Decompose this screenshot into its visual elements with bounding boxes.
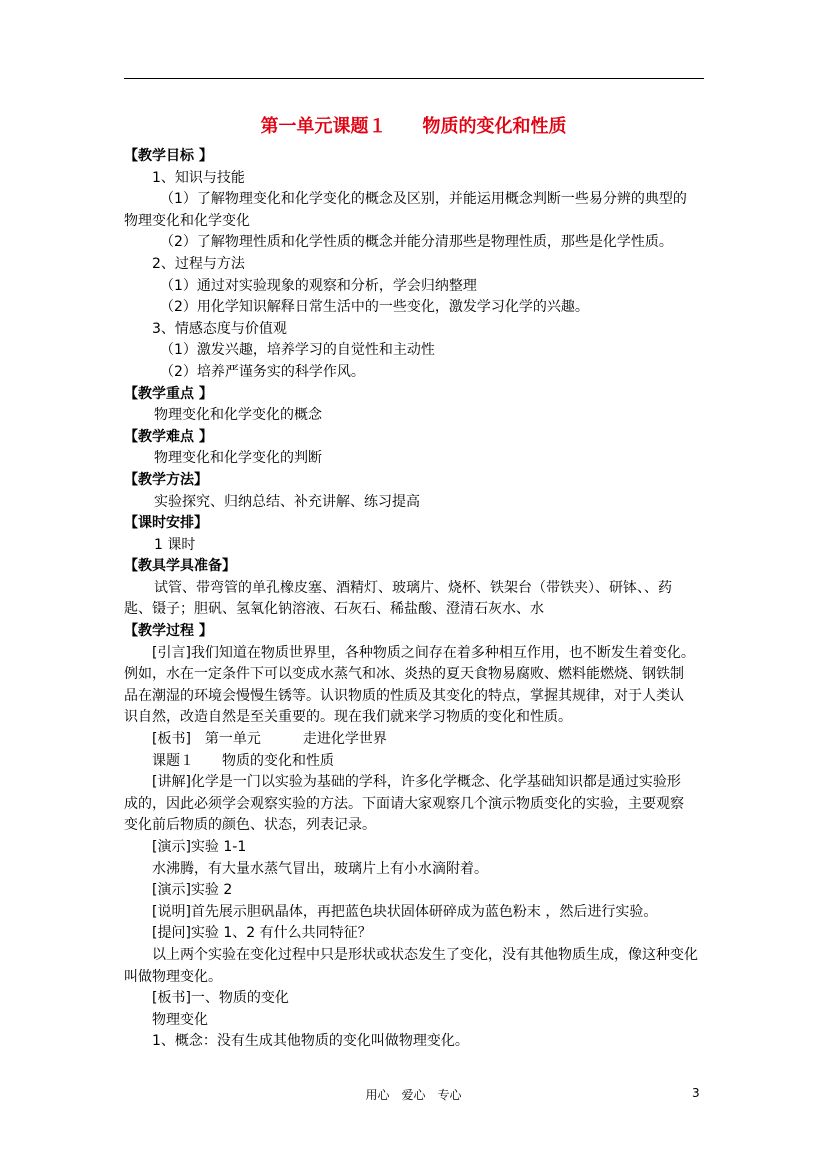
text-line: 以上两个实验在变化过程中只是形状或状态发生了变化，没有其他物质生成，像这种变化 — [138, 946, 698, 963]
text-line: （2）培养严谨务实的科学作风。 — [160, 363, 365, 380]
text-line: 水沸腾，有大量水蒸气冒出，玻璃片上有小水滴附着。 — [152, 860, 488, 877]
text-line: [讲解]化学是一门以实验为基础的学科，许多化学概念、化学基础知识都是通过实验形 — [152, 774, 681, 791]
section-heading: 【教具学具准备】 — [124, 558, 236, 575]
text-line: 2、过程与方法 — [152, 255, 245, 272]
text-line: 物理变化和化学变化的概念 — [154, 407, 322, 424]
header-rule — [124, 78, 704, 79]
text-line: 3、情感态度与价值观 — [152, 320, 287, 337]
text-line: 物理变化和化学变化 — [124, 212, 250, 229]
text-line: [板书] 第一单元 走进化学世界 — [152, 731, 387, 748]
text-line: [提问]实验 1、2 有什么共同特征？ — [152, 925, 372, 942]
page-number: 3 — [692, 1086, 700, 1100]
text-line: [演示]实验 1-1 — [152, 839, 247, 855]
text-line: 识自然，改造自然是至关重要的。现在我们就来学习物质的变化和性质。 — [124, 709, 572, 726]
text-line: 课题１ 物质的变化和性质 — [152, 752, 334, 769]
text-line: 叫做物理变化。 — [124, 968, 222, 985]
footer-motto: 用心 爱心 专心 — [365, 1088, 462, 1102]
section-heading: 【课时安排】 — [124, 515, 208, 532]
text-line: （1）激发兴趣，培养学习的自觉性和主动性 — [160, 342, 435, 359]
text-line: 成的，因此必须学会观察实验的方法。下面请大家观察几个演示物质变化的实验，主要观察 — [124, 795, 684, 812]
text-line: 物理变化和化学变化的判断 — [154, 450, 322, 467]
section-heading: 【教学方法】 — [124, 471, 208, 488]
text-line: 变化前后物质的颜色、状态，列表记录。 — [124, 817, 376, 834]
section-heading: 【教学难点 】 — [124, 428, 213, 445]
text-line: 物理变化 — [152, 1011, 208, 1028]
text-line: [演示]实验 2 — [152, 882, 233, 899]
section-heading: 【教学目标 】 — [124, 148, 213, 164]
text-line: 匙、镊子；胆矾、氢氧化钠溶液、石灰石、稀盐酸、澄清石灰水、水 — [124, 601, 544, 618]
text-line: （2）用化学知识解释日常生活中的一些变化，激发学习化学的兴趣。 — [160, 299, 589, 316]
text-line: [引言]我们知道在物质世界里，各种物质之间存在着多种相互作用，也不断发生着变化。 — [152, 644, 695, 661]
page-title: 第一单元课题１ 物质的变化和性质 — [260, 116, 567, 137]
text-line: [板书]一、物质的变化 — [152, 990, 289, 1007]
text-line: （1）通过对实验现象的观察和分析，学会归纳整理 — [160, 277, 477, 294]
section-heading: 【教学重点 】 — [124, 385, 213, 402]
text-line: [说明]首先展示胆矾晶体，再把蓝色块状固体研碎成为蓝色粉末 ，然后进行实验。 — [152, 903, 658, 920]
text-line: 品在潮湿的环境会慢慢生锈等。认识物质的性质及其变化的特点，掌握其规律，对于人类认 — [124, 687, 684, 704]
text-line: 例如，水在一定条件下可以变成水蒸气和冰、炎热的夏天食物易腐败、燃料能燃烧、钢铁制 — [124, 666, 684, 683]
text-line: 1、概念：没有生成其他物质的变化叫做物理变化。 — [152, 1033, 469, 1050]
text-line: （1）了解物理变化和化学变化的概念及区别，并能运用概念判断一些易分辨的典型的 — [160, 191, 687, 208]
text-line: 1 课时 — [154, 536, 196, 553]
document-body — [124, 146, 708, 1053]
text-line: 1、知识与技能 — [152, 169, 245, 186]
text-line: 试管、带弯管的单孔橡皮塞、酒精灯、玻璃片、烧杯、铁架台（带铁夹）、研钵、、药 — [154, 579, 672, 596]
text-line: （2）了解物理性质和化学性质的概念并能分清那些是物理性质，那些是化学性质。 — [160, 234, 673, 251]
text-line: 实验探究、归纳总结、补充讲解、练习提高 — [154, 493, 420, 510]
section-heading: 【教学过程 】 — [124, 623, 213, 640]
